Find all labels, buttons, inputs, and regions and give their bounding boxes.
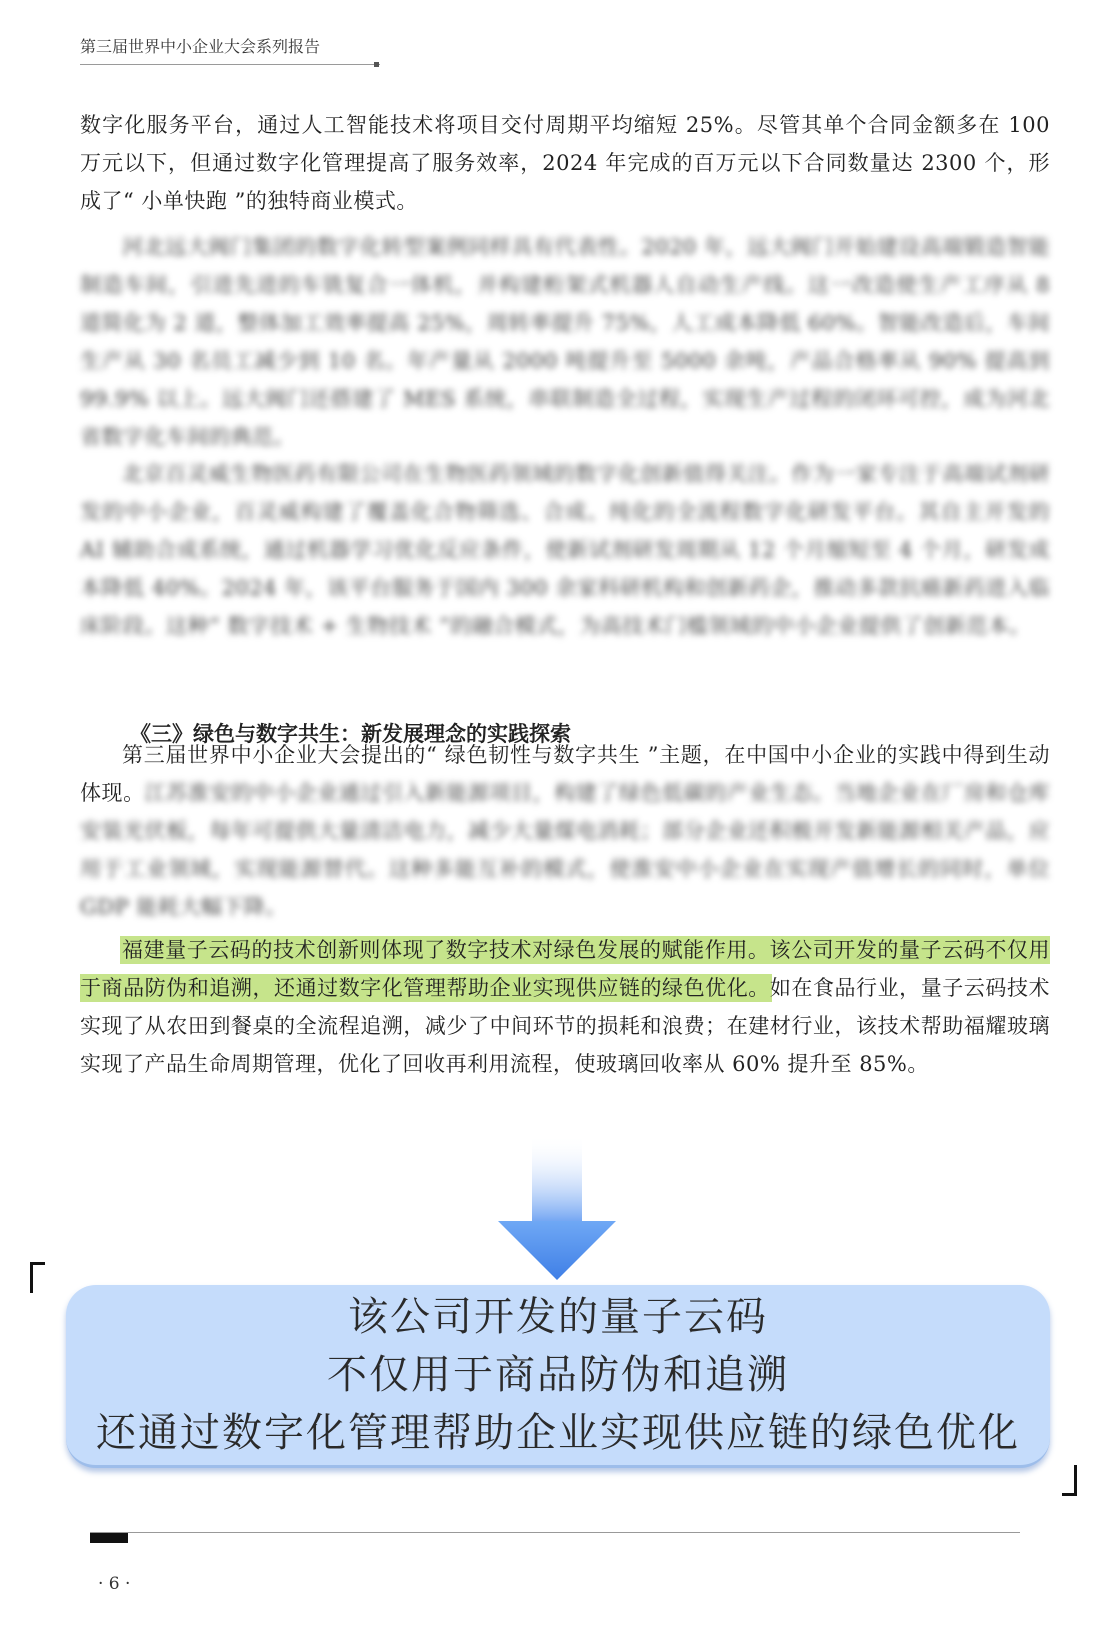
down-arrow-icon bbox=[498, 1135, 616, 1280]
paragraph-1: 数字化服务平台，通过人工智能技术将项目交付周期平均缩短 25%。尽管其单个合同金额多在 100 万元以下，但通过数字化管理提高了服务效率，2024 年完成的百万元以下合同数量达 2300 个，形成了“ 小单快跑 ”的独特商业模式。 bbox=[80, 113, 1050, 213]
section-heading: 《三》绿色与数字共生：新发展理念的实践探索 bbox=[130, 722, 571, 746]
paragraph-3-blurred: 北京百灵威生物医药有限公司在生物医药领域的数字化创新值得关注。作为一家专注于高端试剂研发的中小企业，百灵威构建了覆盖化合物筛选、合成、纯化的全流程数字化研发平台。其自主开发的 AI 辅助合成系统，通过机器学习优化反应条件，使新试剂研发周期从 12 个月缩短至 4 个月，研发成本降低 40%。2024 年，该平台服务于国内 300 余家科研机构和创新药企，推动多款抗癌新药进入临床阶段。这种“ 数字技术 + 生物技术 ”的融合模式，为高技术门槛领域的中小企业提供了创新范本。 bbox=[80, 462, 1050, 638]
page-number: · 6 · bbox=[98, 1574, 131, 1594]
callout-line-3: 还通过数字化管理帮助企业实现供应链的绿色优化 bbox=[96, 1410, 1020, 1456]
paragraph-5 bbox=[80, 931, 1050, 1083]
header-rule-end-mark bbox=[374, 62, 379, 67]
zoomed-callout-box bbox=[66, 1285, 1050, 1468]
paragraph-4 bbox=[80, 736, 1050, 926]
paragraph-4-blurred-text: 江苏淮安的中小企业通过引入新能源项目，构建了绿色低碳的产业生态。当地企业在厂房和仓库安装光伏板，每年可提供大量清洁电力，减少大量煤电消耗；部分企业还积极开发新能源相关产品，应用于工业领域，实现能源替代。这种多能互补的模式，使淮安中小企业在实现产值增长的同时，单位 GDP 能耗大幅下降。 bbox=[80, 781, 1050, 919]
callout-line-1: 该公司开发的量子云码 bbox=[348, 1294, 768, 1340]
corner-bracket-bottom-right bbox=[1062, 1465, 1077, 1496]
corner-bracket-top-left bbox=[30, 1262, 45, 1293]
paragraph-2-blurred: 河北远大阀门集团的数字化转型案例同样具有代表性。2020 年，远大阀门开始建设高端锻造智能制造车间，引进先进的车铣复合一体机，并构建桁架式机器人自动生产线。这一改造使生产工序从 8 道简化为 2 道，整体加工效率提高 25%，周转率提升 75%，人工成本降低 60%。智能改造后，车间生产从 30 名员工减少到 10 名。年产量从 2000 吨提升至 5000 余吨，产品合格率从 90% 提高到 99.9% 以上。远大阀门还搭建了 MES 系统，串联制造全过程，实现生产过程的闭环可控，成为河北省数字化车间的典范。 bbox=[80, 235, 1050, 449]
footer-rule bbox=[90, 1532, 1020, 1533]
paragraph-5-rest: 如在食品行业，量子云码技术实现了从农田到餐桌的全流程追溯，减少了中间环节的损耗和浪费；在建材行业，该技术帮助福耀玻璃实现了产品生命周期管理，优化了回收再利用流程，使玻璃回收率从 60% 提升至 85%。 bbox=[80, 976, 1051, 1076]
footer-rule-mark bbox=[90, 1533, 128, 1543]
running-header: 第三届世界中小企业大会系列报告 bbox=[80, 37, 321, 56]
paragraph-4-clear-text: 第三届世界中小企业大会提出的“ 绿色韧性与数字共生 ”主题，在中国中小企业的实践中得到生动体现。 bbox=[80, 743, 1050, 805]
header-rule bbox=[80, 64, 380, 65]
highlighted-sentence: 福建量子云码的技术创新则体现了数字技术对绿色发展的赋能作用。该公司开发的量子云码不仅用于商品防伪和追溯，还通过数字化管理帮助企业实现供应链的绿色优化。 bbox=[80, 938, 1050, 1000]
callout-line-2: 不仅用于商品防伪和追溯 bbox=[327, 1352, 789, 1398]
